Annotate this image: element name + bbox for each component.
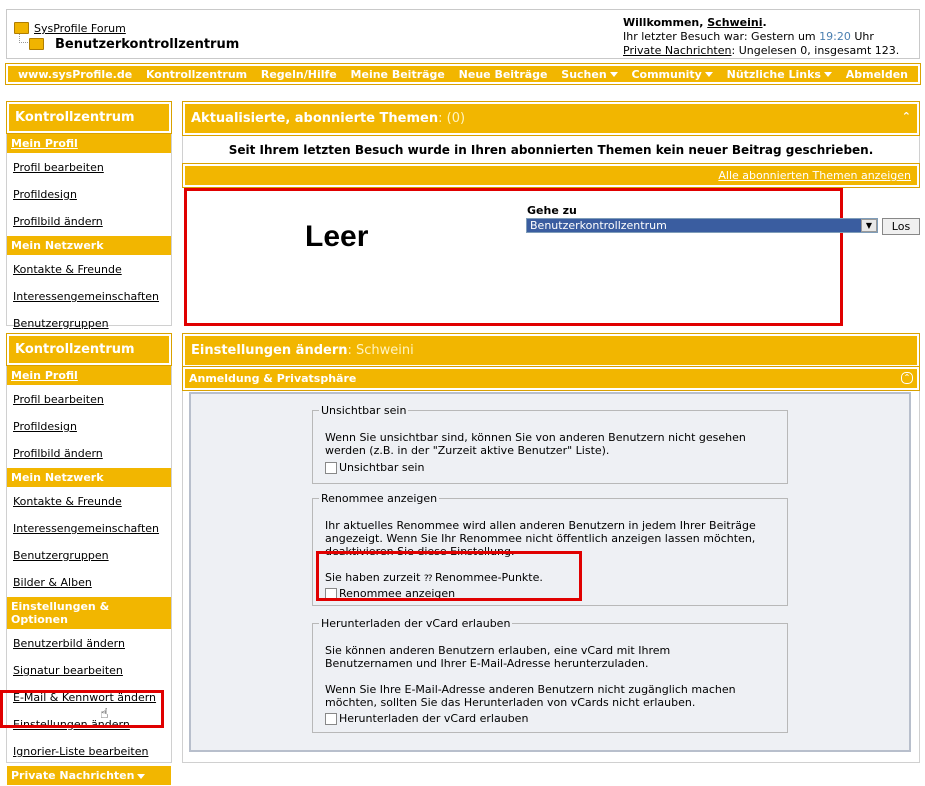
nav-suchen[interactable]: Suchen [561, 68, 617, 81]
username-link[interactable]: Schweini [707, 16, 763, 29]
invisible-checkbox-label[interactable]: Unsichtbar sein [339, 461, 425, 474]
sidebar-title: Kontrollzentrum [7, 334, 171, 365]
sidebar-item-email[interactable]: E-Mail & Kennwort ändern [13, 691, 157, 704]
reputation-points-value: ?? [423, 574, 432, 584]
forum-home-link[interactable]: SysProfile Forum [34, 22, 126, 35]
subscribed-title: Aktualisierte, abonnierte Themen: (0) ⌃ [183, 102, 919, 135]
goto-select[interactable]: Benutzerkontrollzentrum [526, 218, 878, 233]
chevron-down-icon [610, 72, 618, 77]
sidebar-item-profil-bearbeiten[interactable]: Profil bearbeiten [13, 161, 104, 174]
highlight-einstellungen-link [0, 690, 164, 728]
reputation-checkbox-label[interactable]: Renommee anzeigen [339, 587, 456, 600]
sidebar-item-ignorier[interactable]: Ignorier-Liste bearbeiten [13, 745, 149, 758]
sidebar-item-bilder[interactable]: Bilder & Alben [13, 576, 92, 589]
vcard-checkbox-label[interactable]: Herunterladen der vCard erlauben [339, 712, 529, 725]
subscribed-panel [182, 101, 920, 187]
welcome-suffix: . [762, 16, 767, 29]
reputation-text-2: angezeigt. Wenn Sie Ihr Renommee nicht öffentlich anzeigen lassen möchten, [325, 532, 756, 545]
vcard-text-1: Sie können anderen Benutzern erlauben, eine vCard mit Ihrem [325, 644, 671, 657]
show-all-subscribed-link[interactable]: Alle abonnierten Themen anzeigen [718, 169, 911, 182]
welcome-text: Willkommen, [623, 16, 708, 29]
sidebar-item-benutzergruppen[interactable]: Benutzergruppen [13, 317, 109, 330]
collapse-icon[interactable]: ⌃ [901, 372, 913, 384]
tree-line [19, 34, 28, 43]
sidebar-item-profil-bearbeiten[interactable]: Profil bearbeiten [13, 393, 104, 406]
nav-community[interactable]: Community [631, 68, 712, 81]
sidebar-section-mein-netzwerk: Mein Netzwerk [7, 235, 171, 256]
vcard-legend: Herunterladen der vCard erlauben [321, 617, 511, 630]
nav-abmelden[interactable]: Abmelden [845, 67, 908, 81]
sidebar-item-einstellungen-aendern[interactable]: Einstellungen ändern [13, 718, 130, 731]
nav-home[interactable]: www.sysProfile.de [18, 67, 133, 81]
reputation-points: Sie haben zurzeit ?? Renommee-Punkte. [325, 571, 543, 584]
settings-title: Einstellungen ändern: Schweini [183, 334, 919, 367]
reputation-text-3: deaktivieren Sie diese Einstellung. [325, 545, 515, 558]
sidebar-title: Kontrollzentrum [7, 102, 171, 133]
sidebar-item-benutzerbild[interactable]: Benutzerbild ändern [13, 637, 125, 650]
sidebar-item-benutzergruppen[interactable]: Benutzergruppen [13, 549, 109, 562]
sidebar-item-profilbild[interactable]: Profilbild ändern [13, 447, 103, 460]
folder-open-icon [29, 38, 44, 50]
invisible-fieldset [312, 404, 788, 484]
sidebar-item-profildesign[interactable]: Profildesign [13, 420, 77, 433]
invisible-legend: Unsichtbar sein [321, 404, 407, 417]
reputation-text-1: Ihr aktuelles Renommee wird allen anderen Benutzern in jedem Ihrer Beiträge [325, 519, 756, 532]
vcard-text-3: Wenn Sie Ihre E-Mail-Adresse anderen Benutzern nicht zugänglich machen [325, 683, 736, 696]
pm-status: : Ungelesen 0, insgesamt 123. [731, 44, 900, 57]
invisible-text-2: werden (z.B. in der "Zurzeit aktive Benutzer" Liste). [325, 444, 610, 457]
nav-regeln[interactable]: Regeln/Hilfe [260, 67, 337, 81]
top-header [6, 9, 920, 59]
vcard-text-2: Benutzernamen und Ihrer E-Mail-Adresse herunterzuladen. [325, 657, 649, 670]
folder-icon [14, 22, 29, 34]
empty-label: Leer [305, 220, 369, 253]
highlight-reputation [316, 551, 582, 601]
goto-label: Gehe zu [527, 204, 577, 217]
nav-neue-beitraege[interactable]: Neue Beiträge [458, 67, 548, 81]
navbar [6, 64, 920, 84]
sidebar-section-mein-profil[interactable]: Mein Profil [7, 365, 171, 386]
sidebar-item-kontakte[interactable]: Kontakte & Freunde [13, 263, 122, 276]
private-messages-link[interactable]: Private Nachrichten [623, 44, 732, 57]
sidebar-section-mein-netzwerk: Mein Netzwerk [7, 467, 171, 488]
hand-cursor-icon: ☝ [100, 706, 109, 722]
nav-kontrollzentrum[interactable]: Kontrollzentrum [145, 67, 248, 81]
sidebar-item-interessen[interactable]: Interessengemeinschaften [13, 522, 160, 535]
sidebar-item-kontakte[interactable]: Kontakte & Freunde [13, 495, 122, 508]
sidebar-item-profilbild[interactable]: Profilbild ändern [13, 215, 103, 228]
invisible-checkbox[interactable] [325, 462, 337, 474]
chevron-down-icon [137, 774, 145, 779]
reputation-legend: Renommee anzeigen [321, 492, 438, 505]
nav-links[interactable]: Nützliche Links [727, 68, 832, 81]
vcard-option[interactable] [325, 712, 528, 725]
collapse-icon[interactable]: ⌃ [901, 110, 911, 123]
sidebar-section-einstellungen: Einstellungen & Optionen [7, 596, 171, 630]
vcard-checkbox[interactable] [325, 713, 337, 725]
invisible-option[interactable] [325, 461, 424, 474]
highlight-empty-area [184, 188, 843, 326]
last-visit-time: 19:20 [819, 30, 851, 43]
sidebar-item-profildesign[interactable]: Profildesign [13, 188, 77, 201]
sidebar-item-interessen[interactable]: Interessengemeinschaften [13, 290, 160, 303]
sidebar-section-mein-profil[interactable]: Mein Profil [7, 133, 171, 154]
vcard-fieldset [312, 617, 788, 733]
vcard-text-4: möchten, sollten Sie das Herunterladen von vCards nicht erlauben. [325, 696, 696, 709]
nav-meine-beitraege[interactable]: Meine Beiträge [350, 67, 445, 81]
goto-button[interactable]: Los [882, 218, 920, 235]
sidebar-section-private-nachrichten[interactable]: Private Nachrichten [7, 765, 171, 786]
settings-section-header: Anmeldung & Privatsphäre ⌃ [183, 367, 919, 390]
last-visit-suffix: Uhr [850, 30, 874, 43]
subscribed-message: Seit Ihrem letzten Besuch wurde in Ihren abonnierten Themen kein neuer Beitrag geschrieben. [228, 143, 874, 157]
invisible-text-1: Wenn Sie unsichtbar sind, können Sie von anderen Benutzern nicht gesehen [325, 431, 746, 444]
sidebar-item-signatur[interactable]: Signatur bearbeiten [13, 664, 123, 677]
chevron-down-icon[interactable]: ▼ [861, 219, 877, 232]
sidebar-top [6, 101, 172, 330]
page-title: Benutzerkontrollzentrum [55, 37, 240, 52]
user-info [623, 16, 913, 58]
chevron-down-icon [824, 72, 832, 77]
chevron-down-icon [705, 72, 713, 77]
last-visit-text: Ihr letzter Besuch war: Gestern um [623, 30, 820, 43]
